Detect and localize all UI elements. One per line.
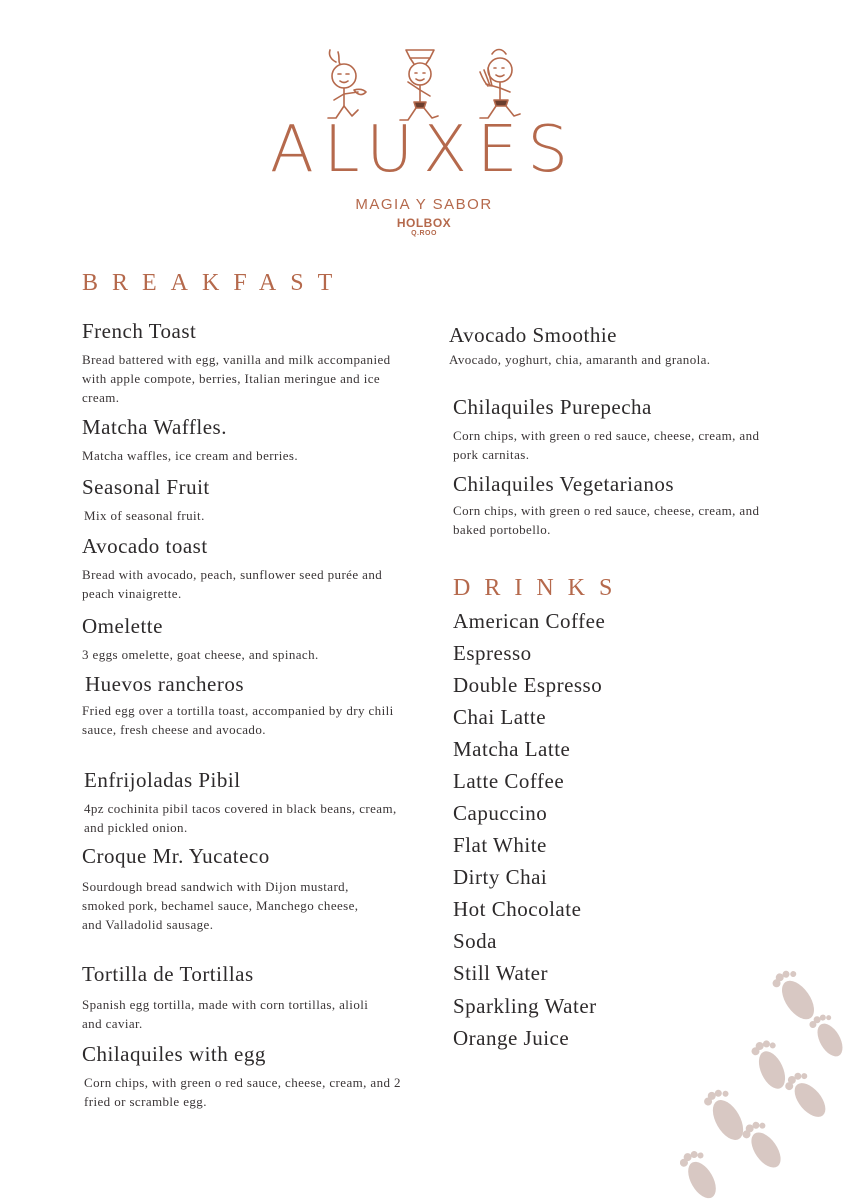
menu-item bbox=[82, 961, 382, 1033]
menu-item-description: Corn chips, with green o red sauce, cheese, cream, and 2 fried or scramble egg. bbox=[84, 1075, 401, 1109]
menu-item bbox=[453, 471, 773, 539]
menu-item-name: Omelette bbox=[82, 614, 163, 638]
drink-item: Hot Chocolate bbox=[453, 897, 582, 921]
menu-item-description: Bread battered with egg, vanilla and milk accompanied with apple compote, berries, Italian meringue and ice cream. bbox=[82, 352, 391, 405]
menu-item-description: Corn chips, with green o red sauce, cheese, cream, and pork carnitas. bbox=[453, 428, 760, 462]
menu-item-name: French Toast bbox=[82, 319, 197, 343]
menu-item-name: Croque Mr. Yucateco bbox=[82, 844, 270, 868]
drink-item: Orange Juice bbox=[453, 1026, 570, 1050]
drink-item: Still Water bbox=[453, 961, 548, 985]
menu-item-name: Enfrijoladas Pibil bbox=[84, 768, 241, 792]
drink-item: Chai Latte bbox=[453, 705, 547, 729]
drink-item: Espresso bbox=[453, 641, 532, 665]
menu-item-description: Spanish egg tortilla, made with corn tortillas, alioli and caviar. bbox=[82, 997, 369, 1031]
drink-item: Capuccino bbox=[453, 801, 548, 825]
drink-item: Soda bbox=[453, 929, 497, 953]
drinks-section-title: DRINKS bbox=[453, 575, 627, 601]
brand-place: HOLBOX bbox=[396, 216, 452, 230]
menu-item-name: Chilaquiles with egg bbox=[82, 1042, 266, 1066]
brand-region: Q.ROO bbox=[411, 230, 437, 237]
drink-item: American Coffee bbox=[453, 609, 606, 633]
menu-item-name: Chilaquiles Purepecha bbox=[453, 395, 652, 419]
menu-item-description: Matcha waffles, ice cream and berries. bbox=[82, 448, 298, 463]
menu-item bbox=[84, 767, 404, 837]
breakfast-section-title: BREAKFAST bbox=[82, 270, 347, 296]
menu-item-name: Huevos rancheros bbox=[85, 672, 245, 696]
menu-item-name: Seasonal Fruit bbox=[82, 475, 210, 499]
drink-item: Dirty Chai bbox=[453, 865, 548, 889]
menu-item bbox=[82, 613, 402, 664]
menu-item-name: Matcha Waffles. bbox=[82, 415, 227, 439]
menu-item-description: Corn chips, with green o red sauce, cheese, cream, and baked portobello. bbox=[453, 503, 760, 537]
menu-item bbox=[82, 1041, 402, 1111]
drink-item: Latte Coffee bbox=[453, 769, 565, 793]
menu-item-description: 4pz cochinita pibil tacos covered in black beans, cream, and pickled onion. bbox=[84, 801, 397, 835]
menu-item bbox=[449, 322, 769, 369]
drink-item: Flat White bbox=[453, 833, 547, 857]
drink-item: Double Espresso bbox=[453, 673, 603, 697]
drink-item: Matcha Latte bbox=[453, 737, 571, 761]
menu-item-name: Avocado toast bbox=[82, 534, 208, 558]
menu-item bbox=[82, 414, 402, 465]
menu-item-name: Avocado Smoothie bbox=[449, 323, 618, 347]
brand-tagline: MAGIA Y SABOR bbox=[355, 196, 493, 213]
menu-item bbox=[82, 474, 402, 525]
brand-name: ALUXES bbox=[270, 113, 578, 187]
menu-item-description: Mix of seasonal fruit. bbox=[84, 508, 205, 523]
menu-item bbox=[453, 394, 773, 464]
menu-item-description: 3 eggs omelette, goat cheese, and spinach. bbox=[82, 647, 319, 662]
menu-item bbox=[82, 671, 402, 739]
menu-item-name: Tortilla de Tortillas bbox=[82, 962, 254, 986]
menu-item-description: Fried egg over a tortilla toast, accompanied by dry chili sauce, fresh cheese and avocado. bbox=[82, 703, 394, 737]
menu-item bbox=[82, 318, 402, 407]
menu-item bbox=[82, 533, 402, 603]
drink-item: Sparkling Water bbox=[453, 994, 597, 1018]
menu-item bbox=[82, 843, 382, 934]
footprints-trail-icon bbox=[680, 970, 848, 1200]
menu-item-description: Bread with avocado, peach, sunflower seed purée and peach vinaigrette. bbox=[82, 567, 383, 601]
menu-item-name: Chilaquiles Vegetarianos bbox=[453, 472, 674, 496]
menu-item-description: Avocado, yoghurt, chia, amaranth and granola. bbox=[449, 352, 711, 367]
menu-item-description: Sourdough bread sandwich with Dijon mustard, smoked pork, bechamel sauce, Manchego cheese, and Valladolid sausage. bbox=[82, 879, 359, 932]
